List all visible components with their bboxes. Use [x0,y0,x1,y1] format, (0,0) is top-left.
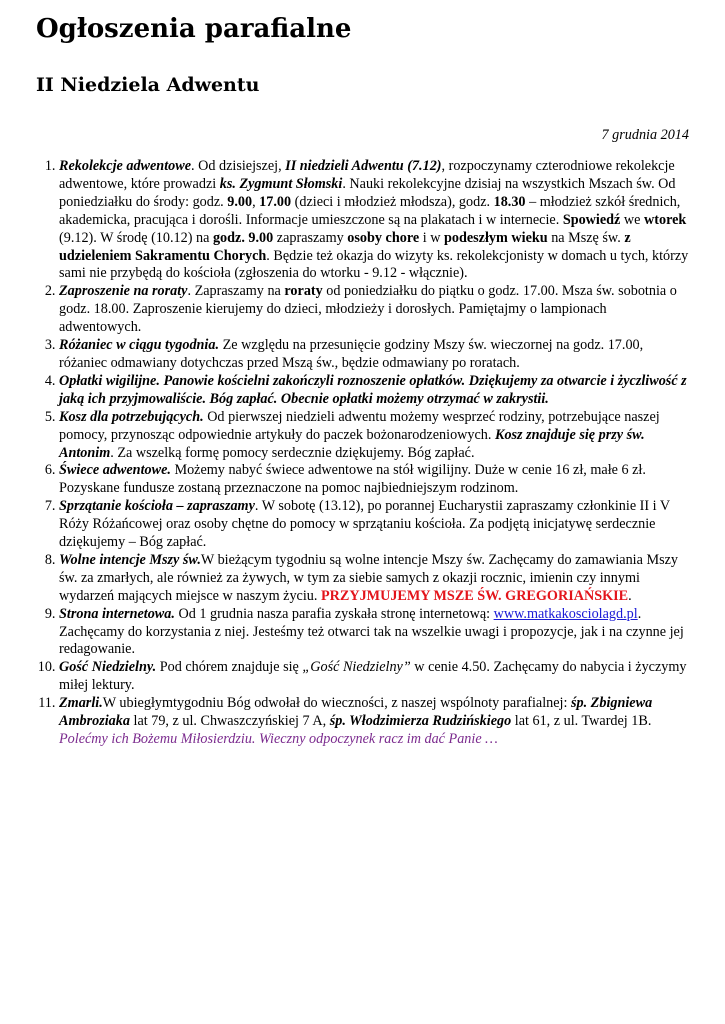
notice-item [59,606,690,660]
notice-text: . W sobotę (13.12), po porannej Eucharystii zapraszamy członkinie II i V Róży Różańcowej oraz osoby chętne do pomocy w sprzątaniu kościoła. Za podjętą inicjatywę serdecznie dziękujemy – Bóg zapłać. [59,498,670,551]
notice-text: . Nauki rekolekcyjne dzisiaj na wszystkich Mszach św. Od poniedziałku do środy: godz. [59,175,676,210]
notice-heading: Strona internetowa. [59,605,175,622]
notice-emphasis: II niedzieli Adwentu (7.12) [285,158,442,174]
notice-bold-text: roraty [284,283,323,300]
notice-text: . [628,587,632,604]
notice-heading: Zmarli. [59,695,103,712]
notice-text: W bieżącym tygodniu są wolne intencje Mszy św. Zachęcamy do zamawiania Mszy św. za zmarłych, ale również za żywych, w tym za siebie samych z okazji rocznic, imienin czy innymi wydarzeń mających miejsce w naszym życiu. [59,551,678,604]
notice-item [59,659,690,695]
notice-text: (9.12). W środę (10.12) na [59,229,213,246]
notice-text: lat 61, z ul. Twardej 1B. [511,713,652,730]
notice-bold-text: Spowiedź [562,211,621,228]
website-link[interactable]: www.matkakosciolagd.pl [493,605,638,622]
notice-text: Ze względu na przesunięcie godziny Mszy św. wieczornej na godz. 17.00, różaniec odmawiany dotychczas przed Mszą św., będzie odmawiany po roratach. [59,337,644,371]
notice-heading: Wolne intencje Mszy św. [59,551,201,568]
notice-item [59,462,690,498]
notice-item [59,158,690,283]
notice-prayer: Polećmy ich Bożemu Miłosierdziu. Wieczny odpoczynek racz im dać Panie … [59,731,498,747]
notice-heading: Różaniec w ciągu tygodnia. [59,337,220,354]
notices-list [0,158,690,749]
notice-emphasis: ks. Zygmunt Słomski [219,175,343,192]
notice-text: . Od dzisiejszej, [191,158,286,174]
notice-text: Pod chórem znajduje się [156,659,303,676]
notice-text: od poniedziałku do piątku o godz. 17.00. Msza św. sobotnia o godz. 18.00. Zaproszenie kierujemy do dzieci, młodzieży i dorosłych. Pamiętajmy o lampionach adwentowych. [59,283,677,336]
page-subtitle: II Niedziela Adwentu [36,74,260,96]
notice-text: – młodzież szkół średnich, akademicka, pracująca i dorośli. Informacje umieszczone są na plakatach i w internecie. [59,193,681,228]
notice-item [59,283,690,337]
notice-emphasis: śp. Włodzimierza Rudzińskiego [329,713,512,730]
notice-text: zapraszamy [273,229,348,246]
notice-bold-text: godz. 9.00 [212,229,274,246]
notice-highlight: PRZYJMUJEMY MSZE ŚW. GREGORIAŃSKIE [320,587,629,604]
notice-item [59,409,690,463]
notice-text: . Zachęcamy do korzystania z niej. Jesteśmy też otwarci tak na wszelkie uwagi i propozycje, jak i na czynne jej redagowanie. [59,605,684,658]
notice-heading: Zaproszenie na roraty [59,283,188,300]
notice-item [59,373,690,409]
notice-text: we [620,211,644,228]
notice-text: Od 1 grudnia nasza parafia zyskała stronę internetową: [174,605,494,622]
notice-text: Od pierwszej niedzieli adwentu możemy wesprzeć rodziny, potrzebujące naszej pomocy, przynosząc odpowiednie artykuły do paczek bożonarodzeniowych. [59,408,660,443]
notice-bold-text: podeszłym wieku [443,229,548,246]
notice-italic-text: „Gość Niedzielny” [302,659,411,676]
notice-heading: Kosz dla potrzebujących. [59,408,204,425]
notice-bold-text: 17.00 [259,193,292,210]
notice-bold-text: z udzieleniem Sakramentu Chorych [59,229,631,264]
notice-text: lat 79, z ul. Chwaszczyńskiej 7 A, [129,713,330,730]
notice-text: . Będzie też okazja do wizyty ks. rekolekcjonisty w domach u tych, którzy sami nie przybędą do kościoła (zgłoszenia do wtorku - 9.12 - włącznie). [59,247,689,282]
notice-text: W ubiegłymtygodniu Bóg odwołał do wieczności, z naszej wspólnoty parafialnej: [102,695,571,712]
notice-text: i w [419,229,444,246]
notice-text: w cenie 4.50. Zachęcamy do nabycia i życzymy miłej lektury. [59,659,687,694]
notice-text: (dzieci i młodzież młodsza), godz. [291,193,494,210]
document-date: 7 grudnia 2014 [601,127,689,143]
notice-heading: Rekolekcje adwentowe [59,158,191,174]
notice-bold-text: 9.00 [227,193,253,210]
notice-text: Możemy nabyć świece adwentowe na stół wigilijny. Duże w cenie 16 zł, małe 6 zł. Pozyskane fundusze zostaną przeznaczone na pomoc najbiedniejszym rodzinom. [59,462,646,497]
notice-item [59,695,690,749]
notice-text: . Zapraszamy na [187,283,285,300]
notice-bold-text: osoby chore [347,229,420,246]
notice-heading: Świece adwentowe. [59,462,171,479]
notice-text: . Za wszelką formę pomocy serdecznie dziękujemy. Bóg zapłać. [110,444,475,461]
notice-emphasis: śp. Zbigniewa Ambroziaka [59,695,653,730]
notice-bold-text: 18.30 [493,193,526,210]
notice-heading: Sprzątanie kościoła – zapraszamy [59,498,255,515]
page-title: Ogłoszenia parafialne [36,14,352,44]
notice-heading: Opłatki wigilijne. Panowie kościelni zakończyli roznoszenie opłatków. Dziękujemy za otwarcie i życzliwość z jaką ich przyjmowaliście. Bóg zapłać. Obecnie opłatki możemy otrzymać w zakrystii. [59,372,687,407]
notice-text: , rozpoczynamy czterodniowe rekolekcje adwentowe, które prowadzi [59,158,675,192]
notice-item [59,337,690,373]
notice-text: na Mszę św. [547,229,625,246]
notice-emphasis: Kosz znajduje się przy św. Antonim [59,426,645,461]
notice-heading: Gość Niedzielny. [59,659,157,676]
notice-text: , [252,193,260,210]
notice-item [59,498,690,552]
notice-item [59,552,690,606]
notice-bold-text: wtorek [644,211,687,228]
